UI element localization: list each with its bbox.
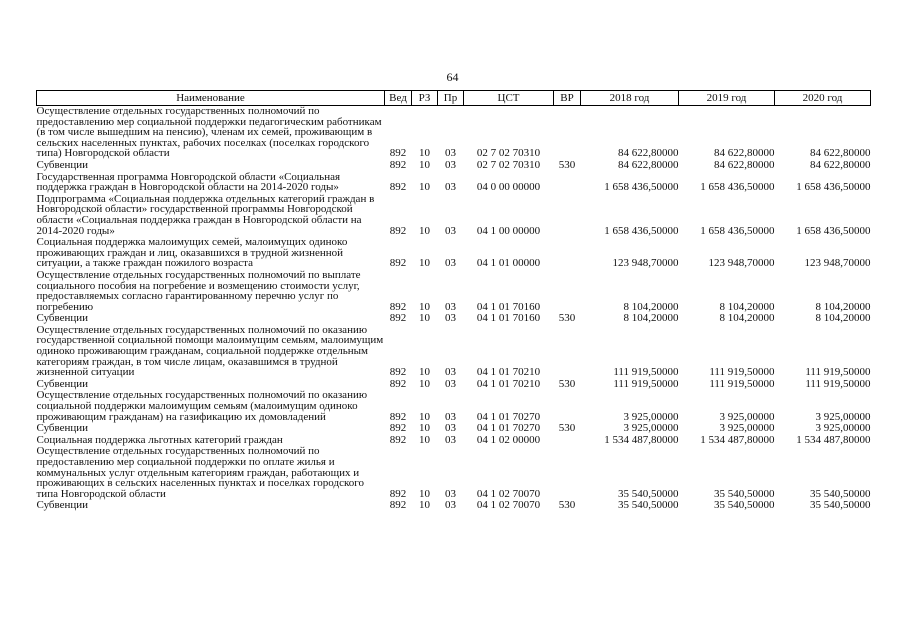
row-2020-cell: 1 658 436,50000 bbox=[796, 224, 871, 237]
row-vr-cell bbox=[554, 446, 581, 500]
row-rz-cell: 10 bbox=[419, 181, 430, 194]
row-vr-cell bbox=[554, 106, 581, 160]
row-rz-cell: 10 bbox=[419, 147, 430, 160]
row-2018-cell: 111 919,50000 bbox=[613, 377, 679, 390]
row-ved-cell: 892 bbox=[389, 257, 407, 270]
header-2019: 2019 год bbox=[679, 91, 775, 106]
row-2020-cell: 8 104,20000 bbox=[815, 312, 871, 325]
row-name-cell: Субвенции bbox=[36, 312, 89, 325]
row-2019-cell: 123 948,70000 bbox=[708, 257, 775, 270]
row-2018-cell: 1 658 436,50000 bbox=[604, 181, 679, 194]
row-2020-cell: 84 622,80000 bbox=[810, 158, 871, 171]
row-rz-cell: 10 bbox=[419, 422, 430, 435]
row-2019-cell: 3 925,00000 bbox=[719, 410, 775, 423]
table-row bbox=[37, 446, 871, 500]
header-cst: ЦСТ bbox=[464, 91, 554, 106]
row-rz-cell: 10 bbox=[419, 377, 430, 390]
header-ved: Вед bbox=[385, 91, 412, 106]
header-vr: ВР bbox=[554, 91, 581, 106]
table-row bbox=[37, 270, 871, 313]
table-row bbox=[37, 325, 871, 379]
row-vr-cell: 530 bbox=[558, 499, 576, 512]
row-cst-cell: 02 7 02 70310 bbox=[476, 147, 541, 160]
table-row bbox=[37, 160, 871, 172]
row-ved-cell: 892 bbox=[389, 410, 407, 423]
row-rz-cell: 10 bbox=[419, 300, 430, 313]
table-row bbox=[37, 194, 871, 237]
row-ved-cell: 892 bbox=[389, 366, 407, 379]
row-ved-cell: 892 bbox=[389, 158, 407, 171]
row-vr-cell bbox=[554, 435, 581, 447]
row-ved-cell: 892 bbox=[389, 147, 407, 160]
row-vr-cell bbox=[554, 237, 581, 270]
table-row bbox=[37, 237, 871, 270]
row-cst-cell: 02 7 02 70310 bbox=[476, 158, 541, 171]
header-2018: 2018 год bbox=[581, 91, 679, 106]
row-cst-cell: 04 1 00 00000 bbox=[476, 224, 541, 237]
row-2019-cell: 8 104,20000 bbox=[719, 300, 775, 313]
row-name-cell: Государственная программа Новгородской области «Социальная поддержка граждан в Новгородской области на 2014-2020 годы» bbox=[36, 170, 341, 194]
row-2019-cell: 35 540,50000 bbox=[714, 499, 775, 512]
row-pr-cell: 03 bbox=[445, 422, 456, 435]
row-pr-cell: 03 bbox=[445, 147, 456, 160]
row-2018-cell: 3 925,00000 bbox=[623, 410, 679, 423]
row-pr-cell: 03 bbox=[445, 224, 456, 237]
row-vr-cell: 530 bbox=[558, 158, 576, 171]
row-vr-cell: 530 bbox=[558, 312, 576, 325]
row-pr-cell: 03 bbox=[445, 410, 456, 423]
row-vr-cell bbox=[554, 325, 581, 379]
row-name-cell: Осуществление отдельных государственных полномочий по предоставлению мер социальной поддержки педагогическим работникам (в том числе вышедшим на пенсию), членам их семей, проживающим в сельских населенных пунктах, рабочих поселках (поселках городского типа) Новгородской области bbox=[36, 105, 382, 160]
row-2019-cell: 8 104,20000 bbox=[719, 312, 775, 325]
row-cst-cell: 04 1 01 70160 bbox=[476, 312, 541, 325]
row-ved-cell: 892 bbox=[389, 224, 407, 237]
row-rz-cell: 10 bbox=[419, 433, 430, 446]
row-ved-cell: 892 bbox=[389, 433, 407, 446]
row-name-cell: Осуществление отдельных государственных полномочий по оказанию социальной поддержки малоимущим семьям (малоимущим одиноко проживающим гражданам) на газификацию их домовладений bbox=[36, 389, 368, 423]
row-2020-cell: 3 925,00000 bbox=[815, 422, 871, 435]
header-2020: 2020 год bbox=[775, 91, 871, 106]
row-name-cell: Социальная поддержка малоимущих семей, малоимущих одиноко проживающих граждан и лиц, оказавшихся в трудной жизненной ситуации, а также граждан пожилого возраста bbox=[36, 236, 348, 270]
row-2018-cell: 1 658 436,50000 bbox=[604, 224, 679, 237]
row-name-cell: Осуществление отдельных государственных полномочий по предоставлению мер социальной поддержки по оплате жилья и коммунальных услуг отдельным категориям граждан, работающих и проживающих в сельских населенных пунктах и поселках городского типа Новгородской области bbox=[36, 445, 364, 500]
row-pr-cell: 03 bbox=[445, 158, 456, 171]
row-2018-cell: 123 948,70000 bbox=[612, 257, 679, 270]
row-2020-cell: 123 948,70000 bbox=[804, 257, 871, 270]
row-name-cell: Субвенции bbox=[36, 377, 89, 390]
row-cst-cell: 04 1 02 70070 bbox=[476, 499, 541, 512]
row-2020-cell: 35 540,50000 bbox=[810, 487, 871, 500]
row-2019-cell: 1 658 436,50000 bbox=[700, 224, 775, 237]
row-vr-cell bbox=[554, 194, 581, 237]
row-ved-cell: 892 bbox=[389, 312, 407, 325]
row-ved-cell: 892 bbox=[389, 499, 407, 512]
row-2019-cell: 111 919,50000 bbox=[709, 366, 775, 379]
row-cst-cell: 04 1 01 70270 bbox=[476, 410, 541, 423]
table-row bbox=[37, 500, 871, 512]
row-name-cell: Подпрограмма «Социальная поддержка отдельных категорий граждан в Новгородской области» государственной программы Новгородской области «Социальная поддержка граждан в Новгородской области на 2014-2020 годы» bbox=[36, 192, 375, 237]
row-cst-cell: 04 1 01 70270 bbox=[476, 422, 541, 435]
row-2018-cell: 3 925,00000 bbox=[623, 422, 679, 435]
row-cst-cell: 04 1 01 00000 bbox=[476, 257, 541, 270]
row-rz-cell: 10 bbox=[419, 499, 430, 512]
header-rz: РЗ bbox=[412, 91, 438, 106]
row-ved-cell: 892 bbox=[389, 300, 407, 313]
row-2019-cell: 84 622,80000 bbox=[714, 158, 775, 171]
table-header-row bbox=[37, 91, 871, 106]
row-cst-cell: 04 1 01 70160 bbox=[476, 300, 541, 313]
row-2019-cell: 1 534 487,80000 bbox=[700, 433, 775, 446]
row-2018-cell: 1 534 487,80000 bbox=[604, 433, 679, 446]
row-pr-cell: 03 bbox=[445, 312, 456, 325]
header-name: Наименование bbox=[37, 91, 385, 106]
row-rz-cell: 10 bbox=[419, 410, 430, 423]
row-2020-cell: 84 622,80000 bbox=[810, 147, 871, 160]
row-rz-cell: 10 bbox=[419, 257, 430, 270]
row-vr-cell bbox=[554, 270, 581, 313]
row-pr-cell: 03 bbox=[445, 181, 456, 194]
row-vr-cell bbox=[554, 390, 581, 423]
budget-table bbox=[36, 90, 871, 512]
row-pr-cell: 03 bbox=[445, 499, 456, 512]
row-name-cell: Социальная поддержка льготных категорий граждан bbox=[36, 433, 283, 446]
row-2018-cell: 35 540,50000 bbox=[618, 487, 679, 500]
row-2020-cell: 1 534 487,80000 bbox=[796, 433, 871, 446]
row-2020-cell: 8 104,20000 bbox=[815, 300, 871, 313]
row-2018-cell: 84 622,80000 bbox=[618, 158, 679, 171]
row-ved-cell: 892 bbox=[389, 181, 407, 194]
row-2020-cell: 111 919,50000 bbox=[805, 366, 871, 379]
row-pr-cell: 03 bbox=[445, 487, 456, 500]
row-name-cell: Осуществление отдельных государственных полномочий по оказанию государственной социальной помощи малоимущим семьям, малоимущим одиноко проживающим гражданам, социальной поддержке отдельным категориям граждан, в том числе лицам, оказавшимся в трудной жизненной ситуации bbox=[36, 323, 384, 379]
row-name-cell: Субвенции bbox=[36, 158, 89, 171]
row-cst-cell: 04 1 02 70070 bbox=[476, 487, 541, 500]
row-pr-cell: 03 bbox=[445, 300, 456, 313]
row-vr-cell bbox=[554, 172, 581, 194]
row-2020-cell: 35 540,50000 bbox=[810, 499, 871, 512]
row-2018-cell: 35 540,50000 bbox=[618, 499, 679, 512]
row-2018-cell: 8 104,20000 bbox=[623, 300, 679, 313]
row-name-cell: Субвенции bbox=[36, 422, 89, 435]
row-2020-cell: 111 919,50000 bbox=[805, 377, 871, 390]
page-number: 64 bbox=[446, 70, 459, 84]
row-2018-cell: 111 919,50000 bbox=[613, 366, 679, 379]
row-rz-cell: 10 bbox=[419, 312, 430, 325]
row-2019-cell: 1 658 436,50000 bbox=[700, 181, 775, 194]
row-rz-cell: 10 bbox=[419, 158, 430, 171]
row-ved-cell: 892 bbox=[389, 422, 407, 435]
row-vr-cell: 530 bbox=[558, 377, 576, 390]
table-row bbox=[37, 172, 871, 194]
row-2019-cell: 111 919,50000 bbox=[709, 377, 775, 390]
row-2019-cell: 3 925,00000 bbox=[719, 422, 775, 435]
row-name-cell: Осуществление отдельных государственных полномочий по выплате социального пособия на погребение и возмещению стоимости услуг, предоставляемых согласно гарантированному перечню услуг по погребению bbox=[36, 268, 361, 313]
row-pr-cell: 03 bbox=[445, 257, 456, 270]
row-cst-cell: 04 1 01 70210 bbox=[476, 366, 541, 379]
row-rz-cell: 10 bbox=[419, 487, 430, 500]
row-pr-cell: 03 bbox=[445, 377, 456, 390]
table-body bbox=[37, 106, 871, 512]
row-pr-cell: 03 bbox=[445, 433, 456, 446]
row-2020-cell: 1 658 436,50000 bbox=[796, 181, 871, 194]
row-name-cell: Субвенции bbox=[36, 499, 89, 512]
row-2018-cell: 84 622,80000 bbox=[618, 147, 679, 160]
row-cst-cell: 04 1 01 70210 bbox=[476, 377, 541, 390]
row-ved-cell: 892 bbox=[389, 487, 407, 500]
row-pr-cell: 03 bbox=[445, 366, 456, 379]
row-2020-cell: 3 925,00000 bbox=[815, 410, 871, 423]
table-row bbox=[37, 390, 871, 423]
row-cst-cell: 04 1 02 00000 bbox=[476, 433, 541, 446]
row-cst-cell: 04 0 00 00000 bbox=[476, 181, 541, 194]
header-pr: Пр bbox=[438, 91, 464, 106]
row-rz-cell: 10 bbox=[419, 366, 430, 379]
row-2019-cell: 35 540,50000 bbox=[714, 487, 775, 500]
row-2018-cell: 8 104,20000 bbox=[623, 312, 679, 325]
table-row bbox=[37, 106, 871, 160]
row-rz-cell: 10 bbox=[419, 224, 430, 237]
row-2019-cell: 84 622,80000 bbox=[714, 147, 775, 160]
row-vr-cell: 530 bbox=[558, 422, 576, 435]
row-ved-cell: 892 bbox=[389, 377, 407, 390]
